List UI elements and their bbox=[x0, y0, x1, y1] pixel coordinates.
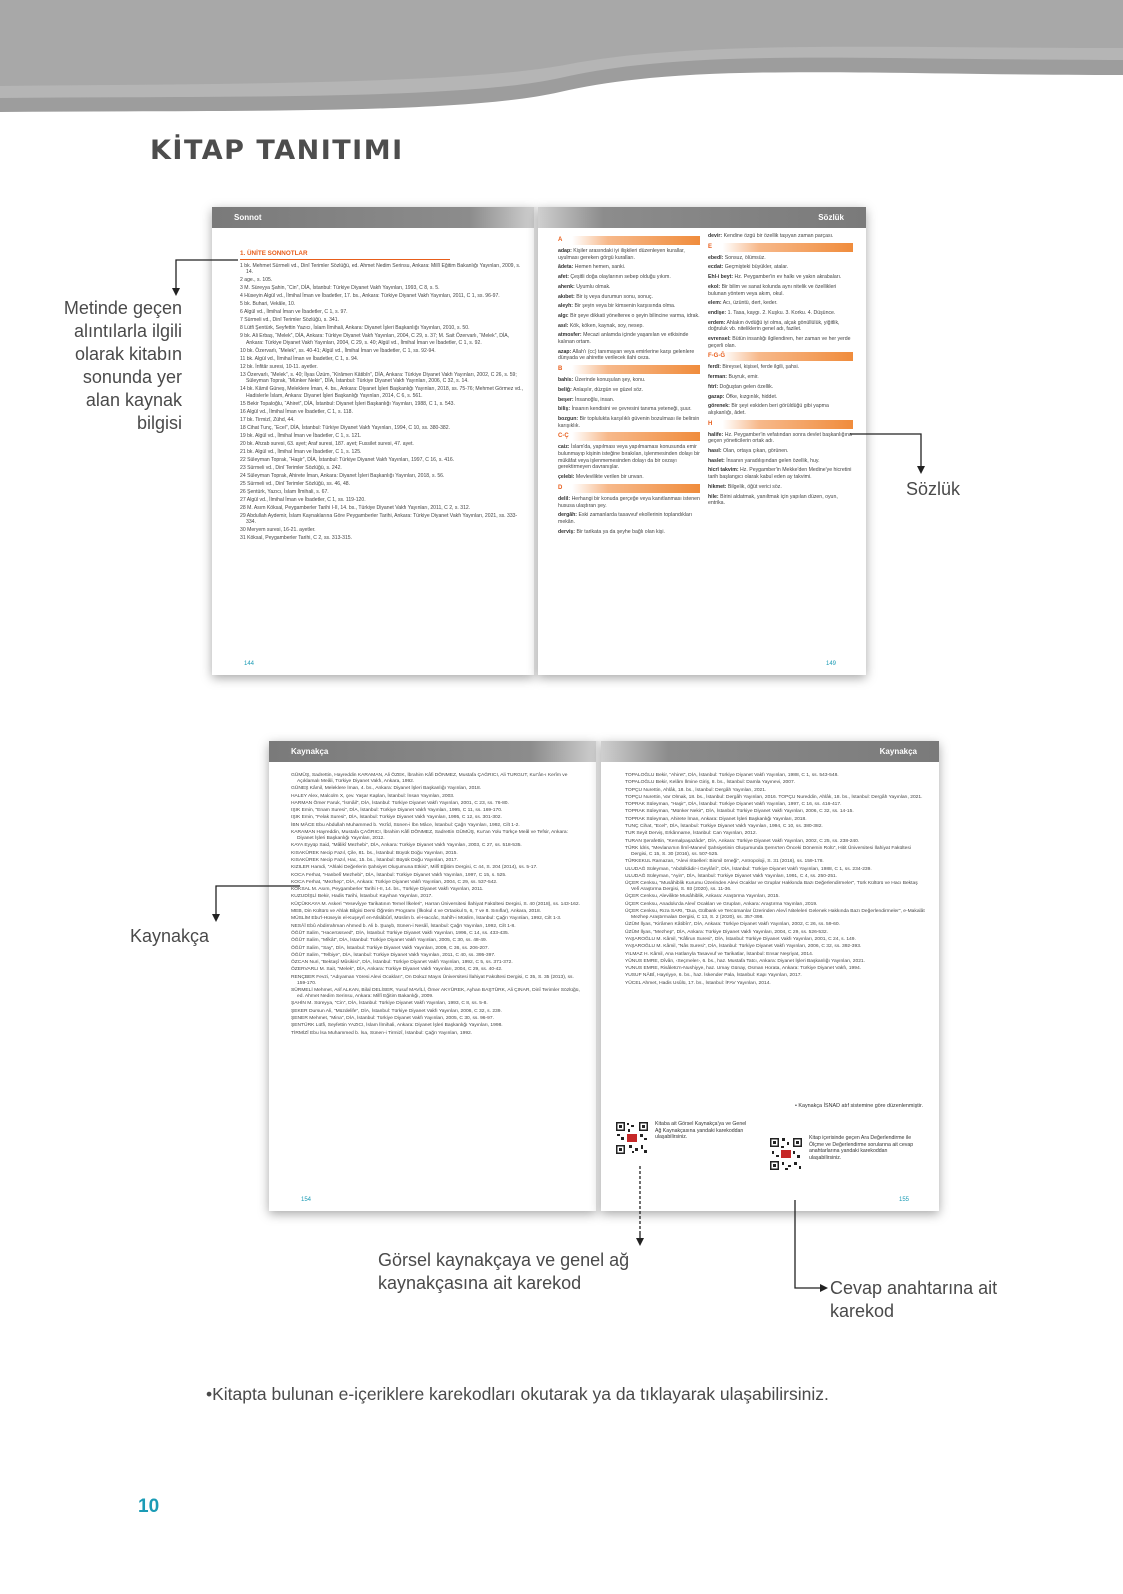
glossary-term: caiz: bbox=[558, 444, 570, 451]
glossary-definition: Hz. Peygamber'in vefatından sonra devlet başkanlığına geçen yöneticilerin ortak adı. bbox=[708, 431, 852, 445]
glossary-letter-header: D bbox=[558, 484, 700, 493]
glossary-entry bbox=[558, 377, 700, 384]
endnote-item: 9 bk. Ali Erbaş, “Melek”, DİA, Ankara: Türkiye Diyanet Vakfı Yayınları, 2004, C 29, s. 37; M. Sait Özervarlı, “Melek”, DİA, Ankara: Türkiye Diyanet Vakfı Yayınları, 2004, C 29, s. 40; Algül vd., İlmihal İman ve İbadetler, C 1, s. 92. bbox=[240, 333, 510, 346]
glossary-definition: Mecazi anlamda içinde yaşanılan ve etkisinde kalınan ortam. bbox=[558, 332, 689, 346]
bibliography-entry: YUSUF NÂBÎ, Hayriyye, 6. bs., haz. İskender Pala, İstanbul: Kapı Yayınları, 2017. bbox=[625, 973, 802, 979]
glossary-term: algı: bbox=[558, 312, 569, 319]
glossary-term: akıbet: bbox=[558, 293, 575, 300]
glossary-definition: Ahlakın övdüğü iyi olma, alçak gönüllülük, yiğitlik, doğruluk vb. niteliklerin genel adı, fazilet. bbox=[708, 319, 840, 333]
glossary-definition: Birini aldatmak, yanıltmak için yapılan düzen, oyun, entrika. bbox=[708, 493, 838, 507]
glossary-term: beliğ: bbox=[558, 386, 572, 393]
glossary-entry bbox=[708, 467, 853, 480]
bibliography-entry: ÜÇER Cenksu, Anadolu'da Alevî Ocakları ve Grupları, Ankara: Araştırma Yayınları, 2019. bbox=[625, 901, 818, 907]
glossary-definition: Kök, köken, kaynak, soy, nesep. bbox=[569, 322, 644, 329]
glossary-definition: Bir şeye dikkati yöneltereк o şeyin bilincine varma, idrak. bbox=[570, 312, 700, 319]
glossary-entry bbox=[708, 233, 853, 240]
glossary-definition: Geçmişteki büyükler, atalar. bbox=[724, 264, 789, 271]
glossary-entry bbox=[558, 303, 700, 310]
sozluk-page bbox=[538, 207, 866, 675]
endnote-item: 1 bk. Mehmet Sürmeli vd., Dinî Terimler Sözlüğü, ed. Ahmet Nedim Serinsu, Ankara: Millî Eğitim Bakanlığı Yayınları, 2009, s. 14. bbox=[240, 262, 521, 276]
glossary-definition: İnsanın kendisini ve çevresini tanıma yeteneği, şuur. bbox=[571, 406, 692, 413]
endnote-item: 23 Sürmeli vd., Dinî Terimler Sözlüğü, s. 242. bbox=[240, 464, 342, 471]
bibliography-entry: TOPRAK Süleyman, “Münker Nekir”, DİA, İstanbul: Türkiye Diyanet Vakfı Yayınları, 2006, C 32, ss. 14-15. bbox=[625, 809, 854, 815]
endnote-item: 4 Hüseyin Algül vd., İlmihal İman ve İbadetler, 17. bs., Ankara: Türkiye Diyanet Vakfı Yayınları, 2011, C 1, ss. 96-97. bbox=[240, 293, 500, 300]
bibliography-entry: KARAMAN Hayreddin, Mustafa ÇAĞRICI, İbrahim Kâfi DÖNMEZ, Sadrettin GÜMÜŞ, Kur'an Yolu Türkçe Meâl ve Tefsir, Ankara: Diyanet İşleri Başkanlığı Yayınları, 2012. bbox=[291, 830, 568, 842]
bibliography-entry: İBN MÂCE Ebu Abdullah Muhammed b. Yezîd, Sünen-i İbn Mâce, İstanbul: Çağrı Yayınları, 1992, Cilt 1-2. bbox=[291, 822, 520, 828]
glossary-entry bbox=[558, 529, 700, 536]
bibliography-entry: YAŞAROĞLU M. Kâmil, “Nâs Suresi”, DİA, İstanbul: Türkiye Diyanet Vakfı Yayınları, 2006, C 32, ss. 392-393. bbox=[625, 944, 862, 950]
endnote-item: 14 bk. Kâmil Güneş, Meleklere İman, 4. bs., Ankara: Diyanet İşleri Başkanlığı Yayınları, 2018, ss. 75-76; Mehmet Görmez vd., Hadislerle İslam, Ankara: Diyanet İşleri Başkanlığı Yayınları, 2014, C 6, s. 561. bbox=[240, 386, 523, 399]
glossary-term: âdeta: bbox=[558, 264, 574, 271]
glossary-entry bbox=[558, 406, 700, 413]
annotation-cevap-anahtari: Cevap anahtarına ait karekod bbox=[830, 1278, 998, 1321]
glossary-definition: Kişiler arasındaki iyi ilişkileri düzenleyen kurallar, uyulması gereken görgü kuralları. bbox=[558, 248, 685, 261]
bibliography-entry: TUNÇ Cihat, “Ecel”, DİA, İstanbul: Türkiye Diyanet Vakfı Yayınları, 1994, C 10, ss. 380-382. bbox=[625, 824, 823, 830]
glossary-entry bbox=[708, 320, 853, 333]
glossary-definition: Bir şeyi eskiden beri görüldüğü gibi yapma alışkanlığı, âdet. bbox=[708, 403, 829, 416]
qr-code-gorsel-kaynakca[interactable] bbox=[615, 1121, 649, 1155]
glossary-entry bbox=[558, 387, 700, 394]
glossary-term: asıl: bbox=[558, 322, 569, 329]
bibliography-entry: YÜCEL Ahmet, Hadis Usûlü, 17. bs., İstanbul: İFAV Yayınları, 2014. bbox=[625, 980, 771, 986]
bibliography-entry: SÜRMELİ Mehmet, Arif ALKAN, Bilal DELİSER, Yusuf MAVİLİ, Ömer AKYÜREK, Ayhan BAŞTÜRK, Ali ÇINAR, Dinî Terimler Sözlüğü, ed. Ahmet Nedim Serinsu, Ankara: Millî Eğitim Bakanlığı, 2009. bbox=[291, 988, 580, 1000]
glossary-term: ekol: bbox=[708, 283, 721, 290]
glossary-entry bbox=[558, 323, 700, 330]
bibliography-entry: ÖZERVARLI M. Sait, “Melek”, DİA, Ankara: Türkiye Diyanet Vakfı Yayınları, 2004, C 29, ss. 40-42. bbox=[291, 967, 503, 973]
glossary-letter-header: C-Ç bbox=[558, 432, 700, 441]
glossary-col-1 bbox=[558, 233, 700, 538]
glossary-term: hasıl: bbox=[708, 448, 722, 455]
bibliography-entry: ŞENTÜRK Lütfi, Seyfettin YAZICI, İslam İlmihali, Ankara: Diyanet İşleri Başkanlığı Yayınları, 1998. bbox=[291, 1023, 503, 1029]
bibliography-entry: TOPÇU Nurettin, Var Olmak, 18. bs., İstanbul: Dergâh Yayınları, 2016. TOPÇU Nureddin, Ahlâk, 18. bs., İstanbul: Dergâh Yayınları, 2021. bbox=[625, 794, 923, 800]
glossary-definition: 1. Tasa, kaygı. 2. Kuşku. 3. Korku. 4. Düşünce. bbox=[727, 309, 836, 316]
glossary-entry bbox=[558, 444, 700, 471]
bibliography-entry: TOPALOĞLU Bekir, “Ahiret”, DİA, İstanbul: Türkiye Diyanet Vakfı Yayınları, 1988, C 1, ss. 543-548. bbox=[625, 773, 839, 778]
endnote-item: 11 bk. Algül vd., İlmihal İman ve İbadetler, C 1, s. 94. bbox=[240, 355, 359, 362]
glossary-entry bbox=[708, 255, 853, 262]
bibliography-entry: IŞIK Emin, “Enam Suresi”, DİA, İstanbul: Türkiye Diyanet Vakfı Yayınları, 1995, C 11, ss. 169-170. bbox=[291, 808, 503, 814]
endnote-item: 16 Algül vd., İlmihal İman ve İbadetler, C 1, s. 118. bbox=[240, 408, 353, 415]
kaynakca-left-list bbox=[291, 773, 581, 1038]
glossary-entry bbox=[558, 397, 700, 404]
endnote-item: 27 Algül vd., İlmihal İman ve İbadetler, C 1, ss. 119-120. bbox=[240, 496, 366, 503]
bibliography-entry: GÜNEŞ Kâmil, Meleklere İman, 4. bs., Ankara: Diyanet İşleri Başkanlığı Yayınları, 2018. bbox=[291, 786, 482, 792]
sozluk-header: Sözlük bbox=[538, 207, 866, 228]
glossary-term: delil: bbox=[558, 495, 571, 502]
glossary-term: beşer: bbox=[558, 396, 574, 403]
bibliography-entry: ÖZCAN Nuri, “Bektaşî Mûsikisi”, DİA, İstanbul: Türkiye Diyanet Vakfı Yayınları, 1992, C 5, ss. 371-372. bbox=[291, 960, 513, 966]
glossary-definition: Bütün insanlığı ilgilendiren, her zaman ve her yerde geçerli olan. bbox=[708, 336, 851, 349]
glossary-entry bbox=[708, 432, 853, 445]
endnote-item: 30 Meryem suresi, 16-21. ayetler. bbox=[240, 527, 316, 534]
glossary-term: fıtrî: bbox=[708, 383, 719, 390]
glossary-definition: Sonsuz, ölümsüz. bbox=[724, 254, 766, 261]
glossary-definition: Eski zamanlarda tasavvuf ekollerinin toplandıkları mekân. bbox=[558, 512, 693, 525]
bibliography-entry: IŞIK Emin, “Felak Suresi”, DİA, İstanbul: Türkiye Diyanet Vakfı Yayınları, 1995, C 12, ss. 301-302. bbox=[291, 815, 502, 821]
isnad-note: • Kaynakça İSNAD atıf sistemine göre düzenlenmiştir. bbox=[794, 1103, 923, 1109]
glossary-entry bbox=[558, 512, 700, 525]
glossary-term: endişe: bbox=[708, 309, 727, 316]
glossary-term: çelebi: bbox=[558, 474, 575, 481]
glossary-definition: Bir bilim ve sanat kolunda aynı nitelik ve özellikleri bulunan yöntem veya akım, okul. bbox=[708, 283, 837, 297]
bibliography-entry: ŞENER Mehmet, “Mina”, DİA, İstanbul: Türkiye Diyanet Vakfı Yayınları, 2005, C 30, ss. 96-97. bbox=[291, 1015, 494, 1021]
glossary-entry bbox=[558, 313, 700, 320]
glossary-term: ecdat: bbox=[708, 264, 724, 271]
endnote-item: 17 bk. Tirmizî, Zühd, 44. bbox=[240, 416, 295, 423]
endnote-item: 6 Algül vd., İlmihal İman ve İbadetler, C 1, s. 97. bbox=[240, 309, 348, 316]
glossary-term: erdem: bbox=[708, 319, 726, 326]
bibliography-entry: TUR Seyit Derviş, Erkânname, İstanbul: Can Yayınları, 2012. bbox=[625, 831, 757, 837]
endnote-item: 26 Şentürk, Yazıcı, İslam İlmihali, s. 67. bbox=[240, 488, 329, 495]
bibliography-entry: MEB, Din Kültürü ve Ahlak Bilgisi Dersi Öğretim Programı (İlkokul 4 ve Ortaokul 5, 6, 7 ve 8. Sınıflar), Ankara, 2018. bbox=[291, 909, 542, 915]
bibliography-entry: TİRMİZÎ Ebu İsa Muhammed b. İsa, Sünen-i Tirmizî, İstanbul: Çağrı Yayınları, 1992. bbox=[291, 1030, 473, 1036]
glossary-definition: Acı, üzüntü, dert, keder. bbox=[722, 300, 778, 307]
glossary-entry bbox=[708, 448, 853, 455]
endnote-item: 29 Abdullah Aydemir, İslam Kaynaklarına Göre Peygamberler Tarihi, Ankara: Türkiye Diyanet Vakfı Yayınları, 2021, ss. 333-334. bbox=[240, 512, 518, 526]
glossary-definition: Olan, ortaya çıkan, görünen. bbox=[723, 448, 789, 455]
bibliography-entry: HARMAN Ömer Faruk, “İsmâil”, DİA, İstanbul: Türkiye Diyanet Vakfı Yayınları, 2001, C 23, ss. 76-80. bbox=[291, 800, 509, 806]
bibliography-entry: YAŞAROĞLU M. Kâmil, “Kâfirun Suresi”, DİA, İstanbul: Türkiye Diyanet Vakfı Yayınları, 2001, C 24, s. 149. bbox=[625, 936, 856, 942]
bibliography-entry: ÜÇER Cenksu, “Musâhiblik Kurumu Üzerinden Alevi Ocaklar ve Gruplar Hakkında Bazı Değerlendirmeler”, Türk Kültürü ve Hacı Bektaş Velî Araştırma Dergisi, S. 93 (2020), ss. 11-36. bbox=[625, 881, 918, 893]
bibliography-entry: ÖĞÜT Salim, “Hacerüssved”, DİA, İstanbul: Türkiye Diyanet Vakfı Yayınları, 1996, C 14, ss. 433-435. bbox=[291, 930, 510, 936]
annotation-kaynakca: Kaynakça bbox=[130, 926, 210, 946]
qr-code-cevap-anahtari[interactable] bbox=[769, 1137, 803, 1171]
glossary-definition: İnsanın yaradılışından gelen özellik, huy. bbox=[726, 457, 820, 464]
book-spread-sonnot-sozluk bbox=[212, 207, 866, 675]
sonnot-page bbox=[212, 207, 534, 675]
bibliography-entry: KAYA Eyyüp Said, “Mâlikî Mezhebi”, DİA, Ankara: Türkiye Diyanet Vakfı Yayınları, 2003, C 27, ss. 518-535. bbox=[291, 843, 522, 849]
glossary-term: elem: bbox=[708, 300, 722, 307]
bibliography-entry: YÛNUS EMRE, Dîvân, ‹Seçmeler›, 6. bs., haz. Mustafa Tatcı, Ankara: Diyanet İşleri Başkanlığı Yayınları, 2021. bbox=[625, 958, 866, 964]
glossary-entry bbox=[708, 264, 853, 271]
page-number-left: 144 bbox=[244, 661, 255, 667]
endnote-item: 12 bk. İnfitâr suresi, 10-11. ayetler. bbox=[240, 363, 318, 370]
endnote-item: 25 Sürmeli vd., Dinî Terimler Sözlüğü, ss. 46, 48. bbox=[240, 480, 351, 487]
bibliography-entry: TOPALOĞLU Bekir, Kelâm İlmine Giriş, 8. bs., İstanbul: Damla Yayınevi, 2007. bbox=[625, 780, 796, 786]
glossary-entry bbox=[708, 494, 853, 507]
glossary-definition: Kendine özgü bir özellik taşıyan zaman parçası. bbox=[723, 233, 834, 239]
glossary-entry bbox=[708, 364, 853, 371]
bibliography-entry: ÜÇER Cenksu, Rıza SARI, “Dua, Gülbank ve Tercümanlar Üzerinden Alevî Niteleleri Gelenek Hakkında Bazı Değerlendirmeler”, e-Makalât Mezhep Araştırmaları Dergisi, C 13, S. 2 (2020), ss. 357-398. bbox=[625, 909, 925, 921]
glossary-term: bahis: bbox=[558, 377, 574, 384]
glossary-term: derviş: bbox=[558, 528, 576, 535]
endnote-item: 22 Süleyman Toprak, “Haşir”, DİA, İstanbul: Türkiye Diyanet Vakfı Yayınları, 1997, C 16, s. 416. bbox=[240, 456, 455, 463]
endnote-item: 15 Bekir Topaloğlu, “Ahiret”, DİA, İstanbul: Diyanet İşleri Başkanlığı Yayınları, 1988, C 1, s. 543. bbox=[240, 400, 455, 407]
bibliography-entry: KISAKÜREK Necip Fazıl, Hac, 15. bs., İstanbul: Büyük Doğu Yayınları, 2017. bbox=[291, 857, 458, 863]
bibliography-entry: TOPRAK Süleyman, Ahirete İman, Ankara: Diyanet İşleri Başkanlığı Yayınları, 2018. bbox=[625, 816, 807, 822]
bibliography-entry: TÜRK İdris, “Mevlana'nın İlmî-Manevî Şahsiyetinin Oluşumunda Şems'ten Önceki Dönemin Rolü”, Hitit Üniversitesi İlahiyat Fakültesi Dergisi, C 15, S. 30 (2016), ss. 507-525. bbox=[625, 845, 911, 857]
glossary-definition: Bir topluluktа karşılıklı güvenin bozulması ile belirsin karışıklık. bbox=[558, 415, 700, 429]
bibliography-entry: ŞEKER Dursun Ali, “Müzdelife”, DİA, İstanbul: Türkiye Diyanet Vakfı Yayınları, 2006, C 32, s. 239. bbox=[291, 1008, 502, 1014]
glossary-entry bbox=[708, 374, 853, 381]
page-number-right: 149 bbox=[825, 661, 836, 667]
endnote-item: 19 bk. Algül vd., İlmihal İman ve İbadetler, C 1, s. 121. bbox=[240, 432, 362, 439]
kaynakca-right-page bbox=[601, 741, 939, 1211]
glossary-col-2 bbox=[708, 233, 853, 510]
glossary-definition: Çeşitli doğa olaylarının sebep olduğu yıkım. bbox=[570, 274, 671, 281]
bibliography-entry: TOPRAK Süleyman, “Haşir”, DİA, İstanbul: Türkiye Diyanet Vakfı Yayınları, 1997, C 16, ss. 416-417. bbox=[625, 802, 842, 808]
glossary-definition: Hz. Peygamber'in Mekke'den Medine'ye hicretini tarih başlangıcı olarak kabul eden ay takvimi. bbox=[708, 467, 852, 481]
glossary-letter-header: B bbox=[558, 365, 700, 374]
bibliography-entry: TURAN Şerafettin, “Kemalpaşazâde”, DİA, Ankara: Türkiye Diyanet Vakfı Yayınları, 2002, C 25, ss. 238-240. bbox=[625, 838, 860, 844]
endnote-item: 31 Köksal, Peygamberler Tarihi, C 2, ss. 313-315. bbox=[240, 535, 353, 542]
sonnot-list bbox=[240, 251, 525, 543]
glossary-term: ferman: bbox=[708, 374, 728, 381]
glossary-term: evrensel: bbox=[708, 336, 731, 343]
bibliography-entry: ÖĞÜT Salim, “Telbiye”, DİA, İstanbul: Türkiye Diyanet Vakfı Yayınları, 2011, C 40, ss. 395-397. bbox=[291, 952, 496, 958]
glossary-entry bbox=[708, 384, 853, 391]
bibliography-entry: HALEY Alex, Malcolm X, çev. Yaşar Kaplan, İstanbul: İnsan Yayınları, 2003. bbox=[291, 793, 455, 799]
glossary-entry bbox=[558, 349, 700, 362]
glossary-entry bbox=[708, 484, 853, 491]
glossary-entry bbox=[558, 264, 700, 271]
bibliography-entry: TOPÇU Nurettin, Ahlâk, 18. bs., İstanbul: Dergâh Yayınları, 2021. bbox=[625, 787, 767, 793]
glossary-term: ferdî: bbox=[708, 364, 721, 371]
bibliography-entry: KOCA Ferhat, “Hanbelî Mezhebi”, DİA, İstanbul: Türkiye Diyanet Vakfı Yayınları, 1997, C 15, s. 525. bbox=[291, 872, 507, 878]
glossary-definition: Uyumlu olmak. bbox=[576, 283, 611, 290]
page-number: 10 bbox=[138, 1496, 160, 1517]
glossary-term: dergâh: bbox=[558, 512, 578, 519]
glossary-term: ahenk: bbox=[558, 283, 575, 290]
glossary-entry bbox=[558, 248, 700, 261]
page-number-left-2: 154 bbox=[301, 1197, 312, 1203]
sonnot-section-heading: 1. ÜNİTE SONNOTLAR bbox=[240, 251, 450, 260]
glossary-term: hile: bbox=[708, 493, 719, 500]
glossary-term: hicrî takvim: bbox=[708, 467, 739, 474]
endnote-item: 21 bk. Algül vd., İlmihal İman ve İbadetler, C 1, s. 125. bbox=[240, 448, 362, 455]
bibliography-entry: KÖKSAL M. Asım, Peygamberler Tarihi I-II, 14. bs., Türkiye Diyanet Vakfı Yayınları, 2011. bbox=[291, 887, 484, 893]
glossary-term: Ehl-i beyt: bbox=[708, 274, 734, 281]
glossary-definition: Doğuştan gelen özellik. bbox=[719, 383, 774, 390]
page-title: KİTAP TANITIMI bbox=[150, 135, 404, 166]
glossary-term: gazap: bbox=[708, 393, 725, 400]
bibliography-entry: ULUDAĞ Süleyman, “Ayin”, DİA, İstanbul: Türkiye Diyanet Vakfı Yayınları, 1991, C 4, ss. 250-251. bbox=[625, 873, 838, 879]
bibliography-entry: ÜZÜM İlyas, “Kirâmen Kâtibîn”, DİA, Ankara: Türkiye Diyanet Vakfı Yayınları, 2002, C 26, ss. 59-60. bbox=[625, 922, 840, 928]
glossary-letter-header: A bbox=[558, 236, 700, 245]
endnote-item: 10 bk. Özervarlı, “Melek”, ss. 40-41; Algül vd., İlmihal İman ve İbadetler, C 1, ss. 92-94. bbox=[240, 347, 436, 354]
glossary-entry bbox=[558, 416, 700, 429]
endnote-item: 28 M. Asım Köksal, Peygamberler Tarihi I-II, 14. bs., Türkiye Diyanet Vakfı Yayınları, 2011, C 2, s. 312. bbox=[240, 504, 471, 511]
glossary-definition: Allah'ı (cc) tanımayan veya emirlerine karşı gelenlere dünyada ve ahirette verilecek ilahi ceza. bbox=[558, 348, 695, 362]
endnote-item: 3 M. Süreyya Şahin, “Cin”, DİA, İstanbul: Türkiye Diyanet Vakfı Yayınları, 1993, C 8, s. 5. bbox=[240, 285, 440, 292]
page-number-right-2: 155 bbox=[898, 1197, 909, 1203]
endnote-item: 24 Süleyman Toprak, Ahirete İman, Ankara: Diyanet İşleri Başkanlığı Yayınları, 2018, s. 56. bbox=[240, 472, 445, 479]
glossary-term: adap: bbox=[558, 248, 572, 254]
bibliography-entry: ÜÇER Cenksu, Alevilikte Musâhiblik, Ankara: Araştırma Yayınları, 2015. bbox=[625, 894, 780, 900]
glossary-term: görenek: bbox=[708, 403, 730, 410]
annotation-sozluk: Sözlük bbox=[906, 479, 961, 499]
glossary-definition: Anlaşılır, düzgün ve güzel söz. bbox=[573, 386, 644, 393]
bibliography-entry: ÜZÜM İlyas, “Mezhep”, DİA, Ankara: Türkiye Diyanet Vakfı Yayınları, 2004, C 29, ss. 526-532. bbox=[625, 929, 828, 935]
kaynakca-left-page bbox=[269, 741, 596, 1211]
bibliography-entry: RENÇBER Fevzi, “Adıyaman Yöresi Alevi Ocakları”, On Dokuz Mayıs Üniversitesi İlahiyat Fakültesi Dergisi, C 35, S. 35 (2013), ss. 159-170. bbox=[291, 974, 574, 986]
glossary-term: bozgun: bbox=[558, 415, 579, 422]
glossary-definition: Hemen hemen, sanki. bbox=[574, 264, 626, 271]
endnote-item: 8 Lütfi Şentürk, Seyfettin Yazıcı, İslam İlmihali, Ankara: Diyanet İşleri Başkanlığı Yayınları, 2010, s. 50. bbox=[240, 325, 470, 332]
glossary-entry bbox=[708, 310, 853, 317]
endnote-item: 2 age., s. 105. bbox=[240, 277, 273, 284]
glossary-definition: Öfke, kızgınlık, hiddet. bbox=[725, 393, 778, 400]
annotation-sonnot: Metinde geçen alıntılarla ilgili olarak kitabın sonunda yer alan kaynak bilgisi bbox=[63, 298, 182, 433]
bibliography-entry: ÖĞÜT Salim, “Say”, DİA, İstanbul: Türkiye Diyanet Vakfı Yayınları, 2009, C 36, ss. 206-207. bbox=[291, 945, 489, 951]
glossary-definition: Hz. Peygamber'in ev halkı ve yakın akrabaları. bbox=[734, 274, 842, 281]
glossary-term: azap: bbox=[558, 348, 572, 355]
glossary-entry bbox=[708, 336, 853, 349]
bibliography-entry: ŞAHİN M. Süreyya, “Cin”, DİA, İstanbul: Türkiye Diyanet Vakfı Yayınları, 1993, C 8, ss. 5-8. bbox=[291, 1001, 488, 1007]
glossary-entry bbox=[558, 294, 700, 301]
bibliography-entry: NESÂÎ Ebû Abdirrahman Ahmed b. Ali b. Şuayb, Sünen-i Nesâî, İstanbul: Çağrı Yayınları, 1992, Cilt 1-8. bbox=[291, 923, 516, 929]
glossary-entry bbox=[558, 284, 700, 291]
bibliography-entry: GÜMÜŞ, Sadrettin, Hayreddin KARAMAN, Ali ÖZEK, İbrahim Kâfi DÖNMEZ, Mustafa ÇAĞRICI, Ali TURGUT, Kur'ân-ı Kerîm ve Açıklamalı Meâli, Türkiye Diyanet Vakfı, Ankara, 1992. bbox=[291, 773, 568, 784]
endnote-item: 20 bk. Ahzab suresi, 63. ayet; Araf suresi, 187. ayet; Fussilet suresi, 47. ayet. bbox=[240, 440, 414, 447]
glossary-letter-header: H bbox=[708, 420, 853, 429]
sonnot-header: Sonnot bbox=[212, 207, 534, 228]
glossary-term: atmosfer: bbox=[558, 332, 582, 339]
glossary-entry bbox=[708, 274, 853, 281]
glossary-term: haslet: bbox=[708, 457, 725, 464]
glossary-letter-header: E bbox=[708, 243, 853, 252]
glossary-term: ebedî: bbox=[708, 254, 724, 261]
bibliography-entry: TÜRKEKUL Ramazan, “Alevi ritüelleri: Bismil örneği”, Antropoloji, S. 31 (2016), ss. 159-178. bbox=[625, 859, 824, 865]
qr-text-cevap-anahtari: Kitap içerisinde geçen Ara Değerlendirme ile Ölçme ve Değerlendirme sorularına ait cevap anahtarlarına yandaki karekoddan ulaşabilirsiniz. bbox=[809, 1135, 914, 1161]
e-content-footnote: •Kitapta bulunan e-içeriklere karekodları okutarak ya da tıklayarak ulaşabilirsiniz. bbox=[206, 1384, 829, 1404]
glossary-term: afet: bbox=[558, 274, 569, 281]
glossary-entry bbox=[558, 274, 700, 281]
glossary-letter-header: F-G-Ğ bbox=[708, 352, 853, 361]
bibliography-entry: YILMAZ H. Kâmil, Ana Hatlarıyla Tasavvuf ve Tarikatlar, İstanbul: Ensar Neşriyat, 2014. bbox=[625, 951, 814, 957]
kaynakca-left-header: Kaynakça bbox=[269, 741, 596, 762]
book-spread-kaynakca bbox=[269, 741, 939, 1211]
endnote-item: 5 bk. Buhari, Vekâle, 10. bbox=[240, 301, 296, 308]
glossary-definition: Bireysel, kişisel, ferde ilgili, şahsi. bbox=[722, 364, 800, 371]
endnotes bbox=[240, 263, 525, 542]
bibliography-entry: YUNUS EMRE, Risâletü'n-Nushiyye, haz. Umay Günay, Osman Horata, Ankara: Türkiye Diyanet Vakfı, 1994. bbox=[625, 966, 862, 972]
endnote-item: 13 Özervarlı, “Melek”, s. 40; İlyas Üzüm, “Kirâmen Kâtibîn”, DİA, Ankara: Türkiye Diyanet Vakfı Yayınları, 2002, C 26, s. 59; Süleyman Toprak, “Münker Nekir”, DİA, İstanbul: Türkiye Diyanet Vakfı Yayınları, 2006, C 32, s. 14. bbox=[240, 371, 517, 385]
endnote-item: 18 Cihat Tunç, “Ecel”, DİA, İstanbul: Türkiye Diyanet Vakfı Yayınları, 1994, C 10, ss. 380-382. bbox=[240, 424, 450, 431]
glossary-entry bbox=[708, 300, 853, 307]
glossary-entry bbox=[558, 474, 700, 481]
glossary-term: aleyh: bbox=[558, 303, 573, 310]
kaynakca-right-header: Kaynakça bbox=[601, 741, 939, 762]
glossary-entry bbox=[558, 496, 700, 509]
glossary-term: hikmet: bbox=[708, 483, 727, 490]
bibliography-entry: KISAKÜREK Necip Fazıl, Çile, 81. bs., İstanbul: Büyük Doğu Yayınları, 2015. bbox=[291, 850, 458, 856]
glossary-definition: Bir tarikata ya da şeyhe bağlı olan kişi. bbox=[576, 528, 665, 535]
endnote-item: 7 Sürmeli vd., Dinî Terimler Sözlüğü, s. 341. bbox=[240, 317, 339, 324]
glossary-definition: İnsanoğlu, insan. bbox=[575, 396, 615, 403]
glossary-definition: İslam'da, yapılması veya yapılmaması konusunda emir bulunmayıp kişinin isteğine bırakılan, işlenmesinden dolayı bir mükâfat veya işlenmemesinden dolayı da bir cezayı gerektirmeyen davranışlar. bbox=[558, 444, 700, 471]
glossary-term: halife: bbox=[708, 431, 724, 438]
glossary-definition: Üzerinde konuşulan şey, konu. bbox=[574, 377, 646, 384]
bibliography-entry: MÜSLİM Ebu'l-Hüseyin el-Kuşeyrî en-Nîsâbûrî, Müslim b. el-Haccâc, Sahîh-i Müslim, İstanbul: Çağrı Yayınları, 1992, Cilt 1-3. bbox=[291, 916, 562, 922]
glossary-definition: Buyruk, emir. bbox=[728, 374, 759, 381]
glossary-definition: Bilgelik, öğüt verici söz. bbox=[727, 483, 782, 490]
glossary-term: biliş: bbox=[558, 406, 571, 413]
bibliography-entry: ÖĞÜT Salim, “Mîkât”, DİA, İstanbul: Türkiye Diyanet Vakfı Yayınları, 2005, C 30, ss. 48-49. bbox=[291, 938, 488, 944]
glossary-definition: Bir iş veya durumun sonu, sonuç. bbox=[576, 293, 653, 300]
glossary-entry bbox=[708, 284, 853, 297]
annotation-gorsel-kaynakca: Görsel kaynakçaya ve genel ağ kaynakçasına ait karekod bbox=[378, 1250, 630, 1293]
top-banner bbox=[0, 0, 1123, 130]
kaynakca-right-list bbox=[625, 773, 925, 988]
glossary-entry bbox=[708, 394, 853, 401]
bibliography-entry: KÜÇÜKKAYA M. Askeri “Yesevîyye Tarikatının Temel İlkeleri”, Harran Üniversitesi İlahiyat Fakültesi Dergisi, S. 40 (2018), ss. 143-162. bbox=[291, 901, 580, 907]
qr-text-gorsel-kaynakca: Kitaba ait Görsel Kaynakça'ya ve Genel Ağ Kaynakçasına yandaki karekoddan ulaşabilirsiniz. bbox=[655, 1121, 747, 1141]
glossary-entry bbox=[558, 332, 700, 345]
bibliography-entry: ULUDAĞ Süleyman, “Abdülkâdir-i Geylânî”, DİA, İstanbul: Türkiye Diyanet Vakfı Yayınları, 1988, C 1, ss. 234-239. bbox=[625, 866, 872, 872]
glossary-definition: Mevlevilikte verilen bir unvan. bbox=[575, 474, 644, 481]
glossary-entry bbox=[708, 403, 853, 416]
bibliography-entry: KOCA Ferhat, “Mezhep”, DİA, Ankara: Türkiye Diyanet Vakfı Yayınları, 2004, C 29, ss. 537-542. bbox=[291, 879, 498, 885]
glossary-term: devir: bbox=[708, 233, 723, 239]
glossary-definition: Herhangi bir konuda gerçeğe veya kanıtlanması istenen hususa ulaştıran şey. bbox=[558, 495, 700, 509]
bibliography-entry: KIZILER Hamdi, “Ahlaki Değerlerin Şahsiyet Oluşumuna Etkisi”, Millî Eğitim Dergisi, C 44, S. 204 (2014), ss. 5-17. bbox=[291, 865, 538, 871]
glossary-entry bbox=[708, 458, 853, 465]
glossary-definition: Bir şeyin veya bir kimsenin karşısında olma. bbox=[574, 303, 676, 310]
bibliography-entry: KUZUDİŞLİ Bekir, Hadis Tarihi, İstanbul: Kayıhan Yayınları, 2017. bbox=[291, 894, 433, 900]
